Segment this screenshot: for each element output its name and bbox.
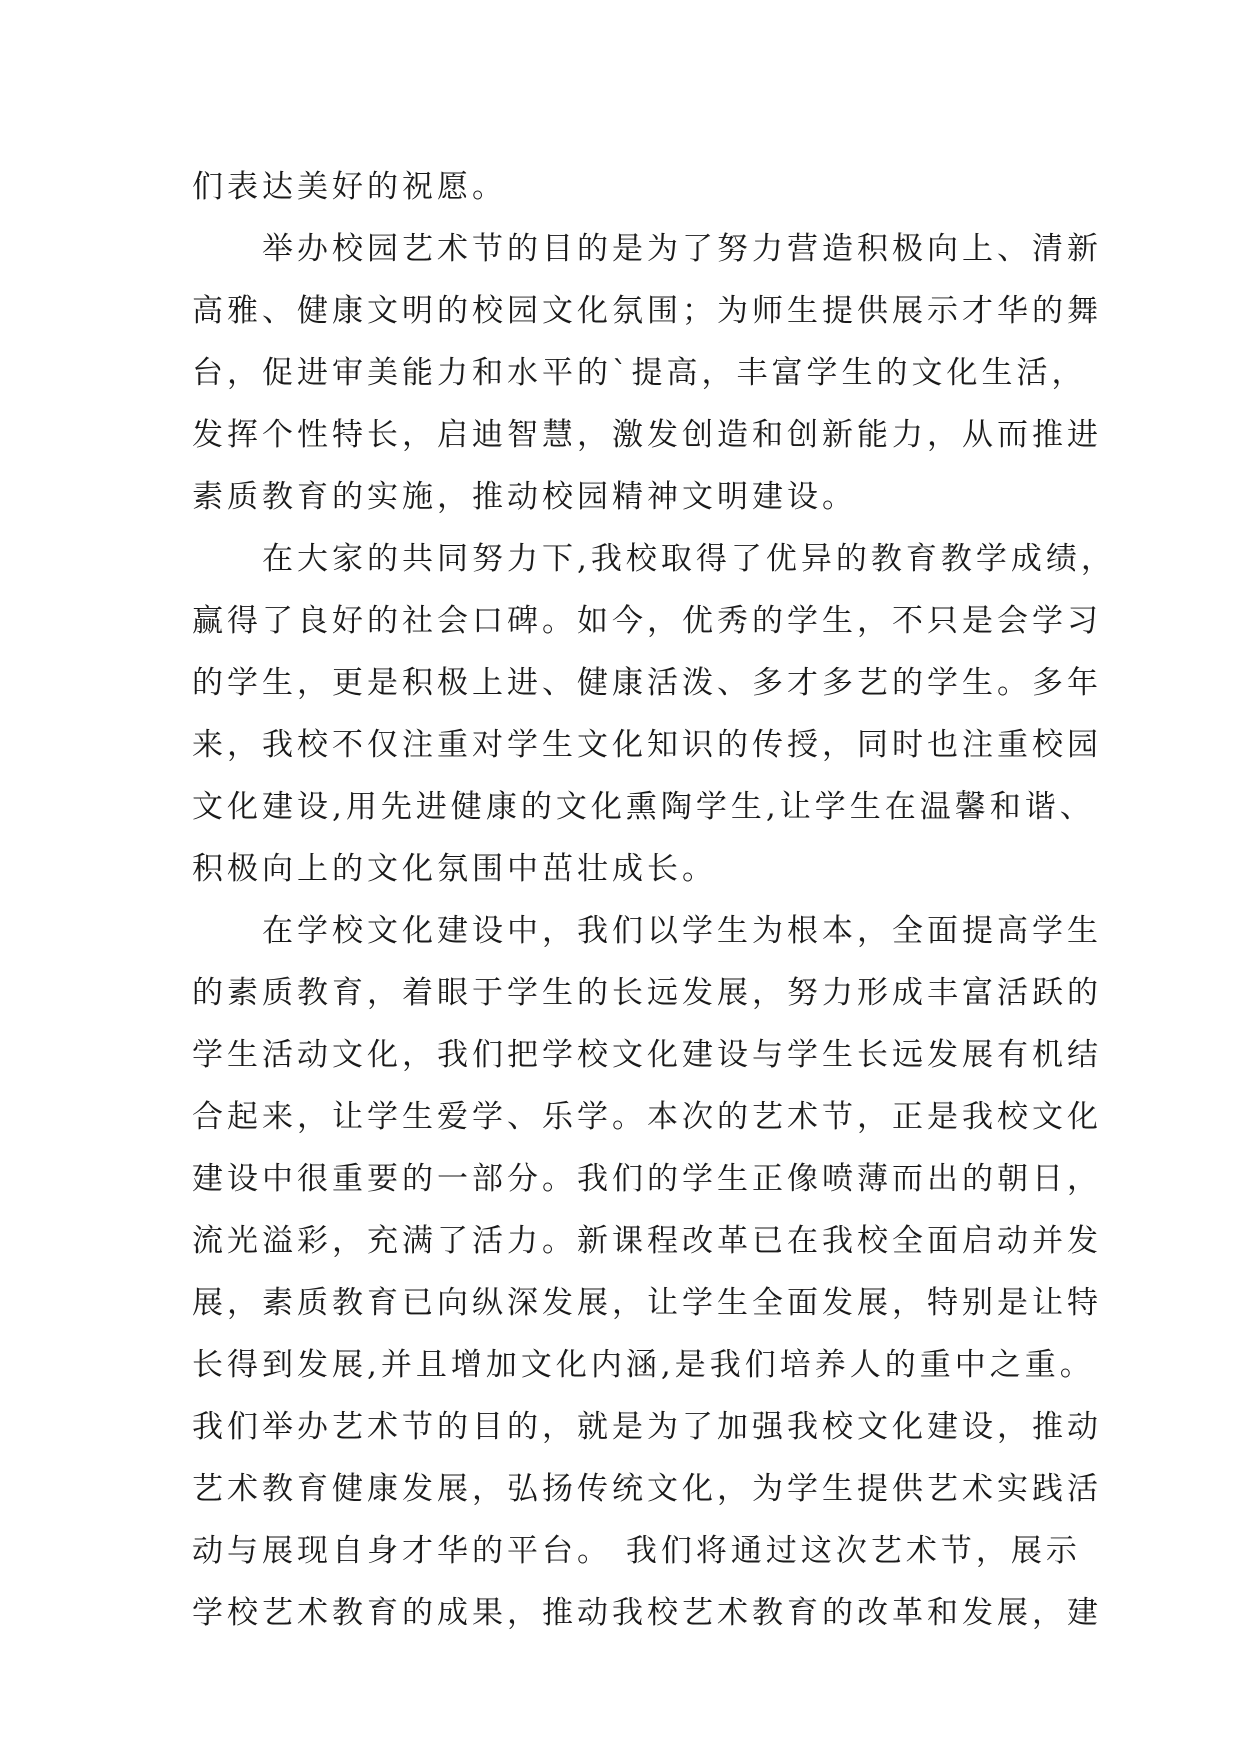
text-line: 流光溢彩，充满了活力。新课程改革已在我校全面启动并发 — [192, 1223, 1102, 1259]
text-line: 素质教育的实施，推动校园精神文明建设。 — [192, 479, 857, 515]
text-line: 合起来，让学生爱学、乐学。本次的艺术节，正是我校文化 — [192, 1099, 1102, 1135]
text-line: 在学校文化建设中，我们以学生为根本，全面提高学生 — [192, 913, 1102, 949]
text-line: 来，我校不仅注重对学生文化知识的传授，同时也注重校园 — [192, 727, 1102, 763]
text-line: 学校艺术教育的成果，推动我校艺术教育的改革和发展，建 — [192, 1595, 1102, 1631]
text-line: 的学生，更是积极上进、健康活泼、多才多艺的学生。多年 — [192, 665, 1102, 701]
text-line: 学生活动文化，我们把学校文化建设与学生长远发展有机结 — [192, 1037, 1102, 1073]
text-line: 在大家的共同努力下,我校取得了优异的教育教学成绩， — [192, 541, 1116, 577]
text-line: 的素质教育，着眼于学生的长远发展，努力形成丰富活跃的 — [192, 975, 1102, 1011]
text-line: 们表达美好的祝愿。 — [192, 169, 507, 205]
text-line: 发挥个性特长，启迪智慧，激发创造和创新能力，从而推进 — [192, 417, 1102, 453]
text-line: 建设中很重要的一部分。我们的学生正像喷薄而出的朝日， — [192, 1161, 1102, 1197]
text-line: 举办校园艺术节的目的是为了努力营造积极向上、清新 — [192, 231, 1102, 267]
text-line: 赢得了良好的社会口碑。如今，优秀的学生，不只是会学习 — [192, 603, 1102, 639]
text-line: 台，促进审美能力和水平的`提高，丰富学生的文化生活， — [192, 355, 1087, 391]
text-line: 长得到发展,并且增加文化内涵,是我们培养人的重中之重。 — [192, 1347, 1095, 1383]
text-line: 积极向上的文化氛围中茁壮成长。 — [192, 851, 717, 887]
text-line: 展，素质教育已向纵深发展，让学生全面发展，特别是让特 — [192, 1285, 1102, 1321]
document-body — [192, 156, 1116, 1644]
text-line: 高雅、健康文明的校园文化氛围；为师生提供展示才华的舞 — [192, 293, 1102, 329]
text-line: 我们举办艺术节的目的，就是为了加强我校文化建设，推动 — [192, 1409, 1102, 1445]
text-line: 文化建设,用先进健康的文化熏陶学生,让学生在温馨和谐、 — [192, 789, 1095, 825]
text-line: 艺术教育健康发展，弘扬传统文化，为学生提供艺术实践活 — [192, 1471, 1102, 1507]
text-line: 动与展现自身才华的平台。 我们将通过这次艺术节，展示 — [192, 1533, 1081, 1569]
